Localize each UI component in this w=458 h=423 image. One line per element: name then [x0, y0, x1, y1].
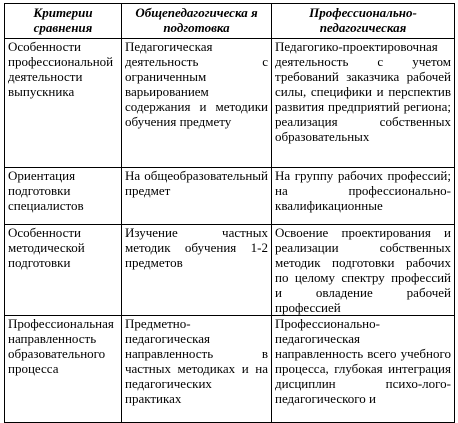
row-general-cell: Предметно-педагогическая направленность в частных методиках и на педагогических практиках [122, 316, 272, 423]
row-criterion-cell: Ориентация подготовки специалистов [5, 168, 122, 225]
row-general-cell: Изучение частных методик обучения 1-2 предметов [122, 225, 272, 316]
row-criterion-cell: Особенности профессиональной деятельности выпускника [5, 39, 122, 168]
row-criterion-cell: Профессиональная направленность образовательного процесса [5, 316, 122, 423]
row-professional-cell: На группу рабочих профессий; на профессионально-квалификационные [272, 168, 455, 225]
table-row [5, 316, 455, 423]
comparison-table [4, 3, 455, 423]
header-criteria: Критерии сравнения [5, 4, 122, 39]
header-general-training: Общепедагогическа я подготовка [122, 4, 272, 39]
table-row [5, 39, 455, 168]
header-professional-training: Профессионально-педагогическая [272, 4, 455, 39]
row-professional-cell: Освоение проектирования и реализации собственных методик подготовки рабочих по целому спектру профессий и овладение рабочей профессией [272, 225, 455, 316]
row-general-cell: На общеобразовательный предмет [122, 168, 272, 225]
table-header-row [5, 4, 455, 39]
row-professional-cell: Педагогико-проектировочная деятельность с учетом требований заказчика рабочей силы, специфики и перспектив развития предприятий региона; реализация собственных образовательных [272, 39, 455, 168]
table-row [5, 168, 455, 225]
table-row [5, 225, 455, 316]
row-professional-cell: Профессионально-педагогическая направленность всего учебного процесса, глубокая интеграция дисциплин психо-лого-педагогического и [272, 316, 455, 423]
row-criterion-cell: Особенности методической подготовки [5, 225, 122, 316]
document-page [4, 3, 454, 419]
row-general-cell: Педагогическая деятельность с ограниченным варьированием содержания и методики обучения предмету [122, 39, 272, 168]
